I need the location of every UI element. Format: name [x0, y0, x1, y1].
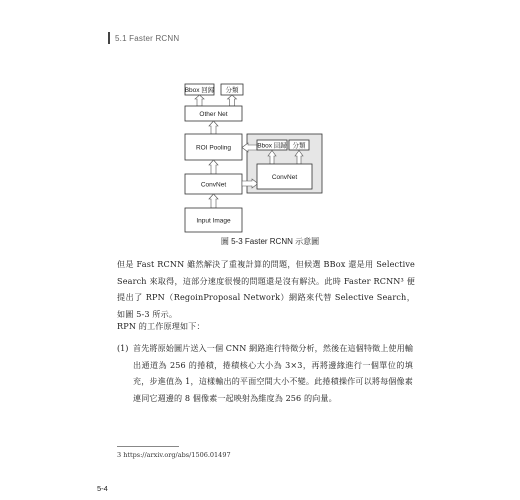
other-net-label: Other Net	[199, 111, 228, 118]
arrow-up-icon	[209, 160, 218, 174]
roi-pooling-label: ROI Pooling	[195, 144, 232, 152]
list-item-text: 首先將原始圖片送入一個 CNN 網路進行特徵分析，然後在這個特徵上使用輸出通道為 256 的捲積，捲積核心大小為 3×3，再將邊緣進行一個單位的填充，步進值為 1，這樣輸出的平面空間大小不變。此捲積操作可以將每個像素連同它週邊的 8 個像素一起映射為維度為 256 的向量。	[133, 343, 414, 403]
convnet-label: ConvNet	[200, 181, 227, 189]
paragraph-fast-rcnn: 但是 Fast RCNN 雖然解決了重複計算的問題，但候選 BBox 還是用 Selective Search 來取得，這部分速度很慢的問題還是沒有解決。此時 Faster RCNN³ 便提出了 RPN（RegoinProposal Network）網路來代替 Selective Search，如圖 5-3 所示。	[117, 259, 415, 319]
footnote-divider	[117, 446, 179, 447]
header-section-title: 5.1 Faster RCNN	[115, 33, 180, 43]
bbox-regression-label: Bbox 回歸	[184, 87, 215, 94]
list-item-number: (1)	[117, 343, 129, 353]
figure-caption: 圖 5-3 Faster RCNN 示意圖	[220, 237, 320, 246]
arrow-up-icon	[195, 95, 204, 106]
faster-rcnn-diagram	[0, 0, 520, 240]
input-image-label: Input Image	[196, 217, 231, 225]
arrow-up-icon	[209, 121, 218, 134]
paragraph-rpn-intro: RPN 的工作原理如下：	[117, 321, 205, 331]
rpn-classification-label: 分類	[292, 142, 306, 150]
footnote: 3 https://arxiv.org/abs/1506.01497	[117, 451, 231, 459]
arrow-up-icon	[228, 95, 237, 106]
page-number: 5-4	[97, 484, 108, 493]
rpn-bbox-regression-label: Bbox 回歸	[257, 142, 287, 150]
rpn-convnet-label: ConvNet	[271, 174, 298, 181]
list-item	[117, 340, 417, 406]
arrow-up-icon	[209, 194, 218, 208]
classification-label: 分類	[225, 87, 239, 94]
